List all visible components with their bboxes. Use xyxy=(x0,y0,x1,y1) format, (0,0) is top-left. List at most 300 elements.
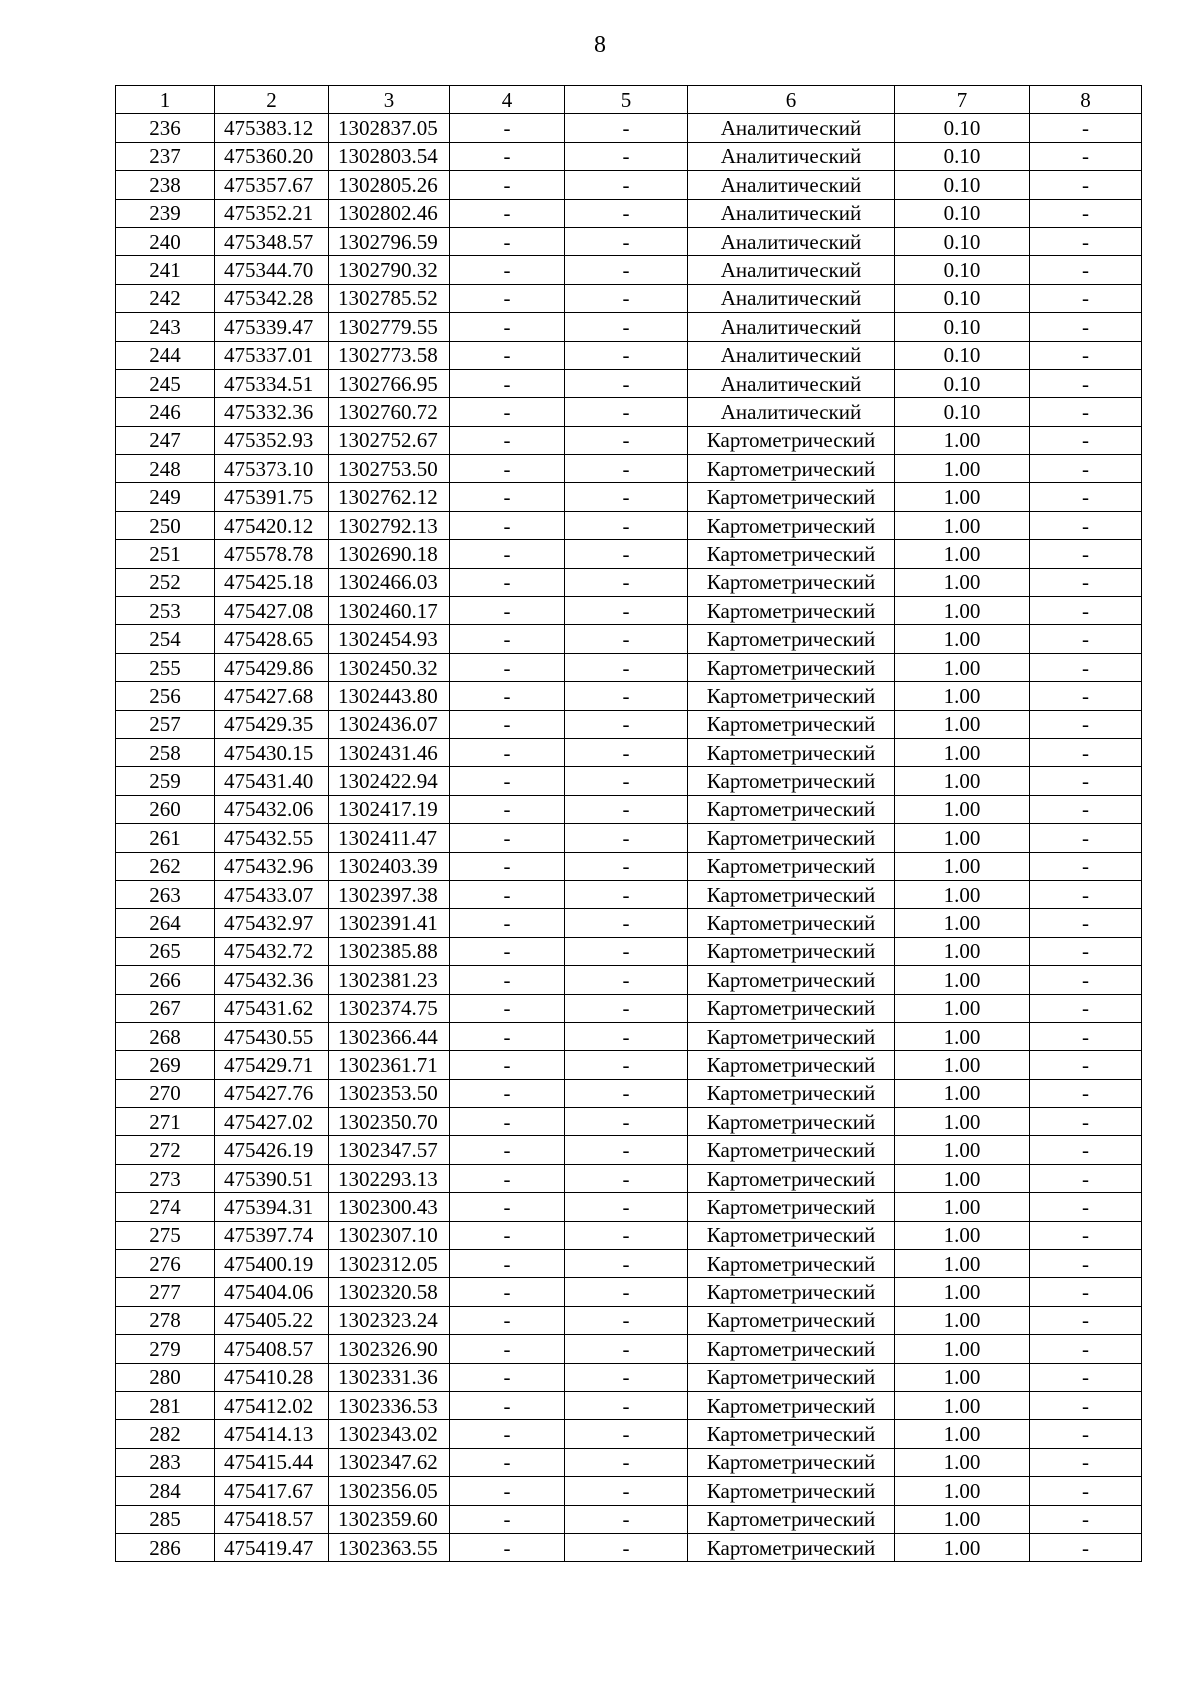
accuracy-cell: 0.10 xyxy=(895,369,1030,397)
point-number-cell: 242 xyxy=(116,284,215,312)
column-header-7: 7 xyxy=(895,86,1030,114)
col5-cell: - xyxy=(565,227,688,255)
point-number-cell: 276 xyxy=(116,1250,215,1278)
col8-cell: - xyxy=(1030,1136,1142,1164)
accuracy-cell: 1.00 xyxy=(895,1278,1030,1306)
x-coordinate-cell: 475432.06 xyxy=(215,795,329,823)
x-coordinate-cell: 475433.07 xyxy=(215,880,329,908)
col4-cell: - xyxy=(450,1022,565,1050)
x-coordinate-cell: 475427.68 xyxy=(215,682,329,710)
y-coordinate-cell: 1302431.46 xyxy=(329,738,450,766)
method-cell: Аналитический xyxy=(688,199,895,227)
x-coordinate-cell: 475430.55 xyxy=(215,1022,329,1050)
col8-cell: - xyxy=(1030,568,1142,596)
col5-cell: - xyxy=(565,511,688,539)
method-cell: Картометрический xyxy=(688,682,895,710)
table-row xyxy=(116,227,1142,255)
table-row xyxy=(116,682,1142,710)
accuracy-cell: 1.00 xyxy=(895,738,1030,766)
col5-cell: - xyxy=(565,1533,688,1561)
method-cell: Картометрический xyxy=(688,1420,895,1448)
y-coordinate-cell: 1302391.41 xyxy=(329,909,450,937)
point-number-cell: 279 xyxy=(116,1335,215,1363)
point-number-cell: 270 xyxy=(116,1079,215,1107)
y-coordinate-cell: 1302460.17 xyxy=(329,597,450,625)
accuracy-cell: 1.00 xyxy=(895,625,1030,653)
accuracy-cell: 1.00 xyxy=(895,483,1030,511)
table-row xyxy=(116,824,1142,852)
table-row xyxy=(116,1108,1142,1136)
col5-cell: - xyxy=(565,1391,688,1419)
x-coordinate-cell: 475578.78 xyxy=(215,540,329,568)
col8-cell: - xyxy=(1030,1108,1142,1136)
y-coordinate-cell: 1302320.58 xyxy=(329,1278,450,1306)
table-row xyxy=(116,966,1142,994)
table-row xyxy=(116,483,1142,511)
col5-cell: - xyxy=(565,1448,688,1476)
table-header-row xyxy=(116,86,1142,114)
y-coordinate-cell: 1302363.55 xyxy=(329,1533,450,1561)
table-row xyxy=(116,313,1142,341)
table-row xyxy=(116,1391,1142,1419)
y-coordinate-cell: 1302450.32 xyxy=(329,653,450,681)
y-coordinate-cell: 1302307.10 xyxy=(329,1221,450,1249)
method-cell: Картометрический xyxy=(688,909,895,937)
col8-cell: - xyxy=(1030,341,1142,369)
point-number-cell: 240 xyxy=(116,227,215,255)
col4-cell: - xyxy=(450,284,565,312)
method-cell: Аналитический xyxy=(688,341,895,369)
col8-cell: - xyxy=(1030,284,1142,312)
col8-cell: - xyxy=(1030,1221,1142,1249)
col4-cell: - xyxy=(450,1164,565,1192)
table-row xyxy=(116,1051,1142,1079)
x-coordinate-cell: 475390.51 xyxy=(215,1164,329,1192)
point-number-cell: 260 xyxy=(116,795,215,823)
y-coordinate-cell: 1302690.18 xyxy=(329,540,450,568)
point-number-cell: 250 xyxy=(116,511,215,539)
col8-cell: - xyxy=(1030,369,1142,397)
table-row xyxy=(116,199,1142,227)
col5-cell: - xyxy=(565,284,688,312)
point-number-cell: 283 xyxy=(116,1448,215,1476)
method-cell: Аналитический xyxy=(688,256,895,284)
col5-cell: - xyxy=(565,199,688,227)
accuracy-cell: 1.00 xyxy=(895,1420,1030,1448)
y-coordinate-cell: 1302331.36 xyxy=(329,1363,450,1391)
col8-cell: - xyxy=(1030,114,1142,142)
col8-cell: - xyxy=(1030,767,1142,795)
col4-cell: - xyxy=(450,398,565,426)
col5-cell: - xyxy=(565,1079,688,1107)
point-number-cell: 259 xyxy=(116,767,215,795)
col5-cell: - xyxy=(565,1505,688,1533)
accuracy-cell: 1.00 xyxy=(895,767,1030,795)
method-cell: Картометрический xyxy=(688,824,895,852)
point-number-cell: 272 xyxy=(116,1136,215,1164)
method-cell: Аналитический xyxy=(688,227,895,255)
point-number-cell: 255 xyxy=(116,653,215,681)
accuracy-cell: 1.00 xyxy=(895,426,1030,454)
y-coordinate-cell: 1302323.24 xyxy=(329,1306,450,1334)
col5-cell: - xyxy=(565,313,688,341)
accuracy-cell: 0.10 xyxy=(895,256,1030,284)
method-cell: Аналитический xyxy=(688,114,895,142)
x-coordinate-cell: 475412.02 xyxy=(215,1391,329,1419)
col5-cell: - xyxy=(565,994,688,1022)
col4-cell: - xyxy=(450,313,565,341)
col5-cell: - xyxy=(565,909,688,937)
col4-cell: - xyxy=(450,1108,565,1136)
col5-cell: - xyxy=(565,1278,688,1306)
method-cell: Картометрический xyxy=(688,483,895,511)
x-coordinate-cell: 475432.55 xyxy=(215,824,329,852)
point-number-cell: 281 xyxy=(116,1391,215,1419)
table-row xyxy=(116,710,1142,738)
col5-cell: - xyxy=(565,852,688,880)
col4-cell: - xyxy=(450,483,565,511)
accuracy-cell: 1.00 xyxy=(895,1335,1030,1363)
method-cell: Картометрический xyxy=(688,738,895,766)
point-number-cell: 258 xyxy=(116,738,215,766)
x-coordinate-cell: 475397.74 xyxy=(215,1221,329,1249)
accuracy-cell: 1.00 xyxy=(895,994,1030,1022)
col5-cell: - xyxy=(565,426,688,454)
accuracy-cell: 1.00 xyxy=(895,966,1030,994)
point-number-cell: 245 xyxy=(116,369,215,397)
table-row xyxy=(116,369,1142,397)
x-coordinate-cell: 475357.67 xyxy=(215,171,329,199)
col8-cell: - xyxy=(1030,199,1142,227)
point-number-cell: 267 xyxy=(116,994,215,1022)
x-coordinate-cell: 475400.19 xyxy=(215,1250,329,1278)
accuracy-cell: 1.00 xyxy=(895,1363,1030,1391)
accuracy-cell: 0.10 xyxy=(895,227,1030,255)
point-number-cell: 280 xyxy=(116,1363,215,1391)
col8-cell: - xyxy=(1030,937,1142,965)
accuracy-cell: 1.00 xyxy=(895,1221,1030,1249)
table-row xyxy=(116,597,1142,625)
col8-cell: - xyxy=(1030,994,1142,1022)
col4-cell: - xyxy=(450,1363,565,1391)
x-coordinate-cell: 475383.12 xyxy=(215,114,329,142)
y-coordinate-cell: 1302773.58 xyxy=(329,341,450,369)
accuracy-cell: 1.00 xyxy=(895,1193,1030,1221)
col5-cell: - xyxy=(565,625,688,653)
method-cell: Картометрический xyxy=(688,880,895,908)
y-coordinate-cell: 1302436.07 xyxy=(329,710,450,738)
table-row xyxy=(116,1477,1142,1505)
col5-cell: - xyxy=(565,1420,688,1448)
accuracy-cell: 0.10 xyxy=(895,171,1030,199)
col8-cell: - xyxy=(1030,313,1142,341)
accuracy-cell: 1.00 xyxy=(895,597,1030,625)
method-cell: Картометрический xyxy=(688,852,895,880)
table-row xyxy=(116,341,1142,369)
col5-cell: - xyxy=(565,682,688,710)
point-number-cell: 282 xyxy=(116,1420,215,1448)
accuracy-cell: 0.10 xyxy=(895,142,1030,170)
point-number-cell: 247 xyxy=(116,426,215,454)
method-cell: Картометрический xyxy=(688,1278,895,1306)
col8-cell: - xyxy=(1030,625,1142,653)
accuracy-cell: 1.00 xyxy=(895,1164,1030,1192)
col8-cell: - xyxy=(1030,1079,1142,1107)
col4-cell: - xyxy=(450,937,565,965)
method-cell: Картометрический xyxy=(688,1250,895,1278)
point-number-cell: 263 xyxy=(116,880,215,908)
y-coordinate-cell: 1302347.57 xyxy=(329,1136,450,1164)
point-number-cell: 237 xyxy=(116,142,215,170)
y-coordinate-cell: 1302312.05 xyxy=(329,1250,450,1278)
col4-cell: - xyxy=(450,1278,565,1306)
x-coordinate-cell: 475342.28 xyxy=(215,284,329,312)
y-coordinate-cell: 1302343.02 xyxy=(329,1420,450,1448)
point-number-cell: 265 xyxy=(116,937,215,965)
x-coordinate-cell: 475432.96 xyxy=(215,852,329,880)
x-coordinate-cell: 475417.67 xyxy=(215,1477,329,1505)
y-coordinate-cell: 1302381.23 xyxy=(329,966,450,994)
table-row xyxy=(116,142,1142,170)
col5-cell: - xyxy=(565,1363,688,1391)
col4-cell: - xyxy=(450,540,565,568)
point-number-cell: 273 xyxy=(116,1164,215,1192)
col4-cell: - xyxy=(450,369,565,397)
point-number-cell: 274 xyxy=(116,1193,215,1221)
method-cell: Картометрический xyxy=(688,795,895,823)
x-coordinate-cell: 475408.57 xyxy=(215,1335,329,1363)
col5-cell: - xyxy=(565,1051,688,1079)
x-coordinate-cell: 475429.71 xyxy=(215,1051,329,1079)
method-cell: Картометрический xyxy=(688,1448,895,1476)
column-header-8: 8 xyxy=(1030,86,1142,114)
point-number-cell: 256 xyxy=(116,682,215,710)
method-cell: Аналитический xyxy=(688,142,895,170)
col8-cell: - xyxy=(1030,511,1142,539)
table-row xyxy=(116,455,1142,483)
point-number-cell: 264 xyxy=(116,909,215,937)
point-number-cell: 271 xyxy=(116,1108,215,1136)
col4-cell: - xyxy=(450,1335,565,1363)
point-number-cell: 257 xyxy=(116,710,215,738)
col5-cell: - xyxy=(565,1136,688,1164)
table-row xyxy=(116,937,1142,965)
point-number-cell: 236 xyxy=(116,114,215,142)
y-coordinate-cell: 1302347.62 xyxy=(329,1448,450,1476)
col4-cell: - xyxy=(450,1391,565,1419)
col8-cell: - xyxy=(1030,171,1142,199)
method-cell: Картометрический xyxy=(688,455,895,483)
table-row xyxy=(116,1306,1142,1334)
col5-cell: - xyxy=(565,1221,688,1249)
col4-cell: - xyxy=(450,710,565,738)
table-row xyxy=(116,1136,1142,1164)
col5-cell: - xyxy=(565,114,688,142)
method-cell: Картометрический xyxy=(688,426,895,454)
x-coordinate-cell: 475429.35 xyxy=(215,710,329,738)
col8-cell: - xyxy=(1030,1335,1142,1363)
method-cell: Картометрический xyxy=(688,1306,895,1334)
method-cell: Картометрический xyxy=(688,1221,895,1249)
col5-cell: - xyxy=(565,767,688,795)
col8-cell: - xyxy=(1030,880,1142,908)
col8-cell: - xyxy=(1030,1477,1142,1505)
col8-cell: - xyxy=(1030,1533,1142,1561)
method-cell: Картометрический xyxy=(688,540,895,568)
accuracy-cell: 1.00 xyxy=(895,1448,1030,1476)
col8-cell: - xyxy=(1030,483,1142,511)
x-coordinate-cell: 475427.76 xyxy=(215,1079,329,1107)
accuracy-cell: 1.00 xyxy=(895,568,1030,596)
coordinates-table xyxy=(115,85,1142,1562)
table-row xyxy=(116,795,1142,823)
x-coordinate-cell: 475334.51 xyxy=(215,369,329,397)
method-cell: Картометрический xyxy=(688,710,895,738)
x-coordinate-cell: 475415.44 xyxy=(215,1448,329,1476)
table-row xyxy=(116,1533,1142,1561)
col8-cell: - xyxy=(1030,142,1142,170)
col8-cell: - xyxy=(1030,1391,1142,1419)
accuracy-cell: 1.00 xyxy=(895,880,1030,908)
table-row xyxy=(116,1420,1142,1448)
point-number-cell: 275 xyxy=(116,1221,215,1249)
accuracy-cell: 0.10 xyxy=(895,199,1030,227)
accuracy-cell: 0.10 xyxy=(895,313,1030,341)
method-cell: Картометрический xyxy=(688,994,895,1022)
col5-cell: - xyxy=(565,568,688,596)
point-number-cell: 238 xyxy=(116,171,215,199)
accuracy-cell: 0.10 xyxy=(895,398,1030,426)
x-coordinate-cell: 475419.47 xyxy=(215,1533,329,1561)
accuracy-cell: 1.00 xyxy=(895,1022,1030,1050)
method-cell: Картометрический xyxy=(688,511,895,539)
x-coordinate-cell: 475427.08 xyxy=(215,597,329,625)
y-coordinate-cell: 1302417.19 xyxy=(329,795,450,823)
accuracy-cell: 1.00 xyxy=(895,540,1030,568)
accuracy-cell: 1.00 xyxy=(895,511,1030,539)
x-coordinate-cell: 475404.06 xyxy=(215,1278,329,1306)
col4-cell: - xyxy=(450,227,565,255)
accuracy-cell: 1.00 xyxy=(895,1391,1030,1419)
accuracy-cell: 0.10 xyxy=(895,114,1030,142)
col5-cell: - xyxy=(565,1108,688,1136)
y-coordinate-cell: 1302802.46 xyxy=(329,199,450,227)
table-row xyxy=(116,1278,1142,1306)
accuracy-cell: 1.00 xyxy=(895,1108,1030,1136)
table-row xyxy=(116,1221,1142,1249)
method-cell: Картометрический xyxy=(688,1051,895,1079)
col8-cell: - xyxy=(1030,1448,1142,1476)
x-coordinate-cell: 475344.70 xyxy=(215,256,329,284)
method-cell: Картометрический xyxy=(688,1477,895,1505)
table-body xyxy=(116,114,1142,1562)
point-number-cell: 248 xyxy=(116,455,215,483)
x-coordinate-cell: 475332.36 xyxy=(215,398,329,426)
col8-cell: - xyxy=(1030,682,1142,710)
method-cell: Картометрический xyxy=(688,1079,895,1107)
point-number-cell: 285 xyxy=(116,1505,215,1533)
table-row xyxy=(116,767,1142,795)
y-coordinate-cell: 1302752.67 xyxy=(329,426,450,454)
accuracy-cell: 1.00 xyxy=(895,1477,1030,1505)
y-coordinate-cell: 1302350.70 xyxy=(329,1108,450,1136)
accuracy-cell: 1.00 xyxy=(895,682,1030,710)
table-row xyxy=(116,1022,1142,1050)
x-coordinate-cell: 475418.57 xyxy=(215,1505,329,1533)
point-number-cell: 241 xyxy=(116,256,215,284)
y-coordinate-cell: 1302422.94 xyxy=(329,767,450,795)
table-row xyxy=(116,1193,1142,1221)
col5-cell: - xyxy=(565,1022,688,1050)
table-row xyxy=(116,256,1142,284)
table-row xyxy=(116,398,1142,426)
column-header-4: 4 xyxy=(450,86,565,114)
col8-cell: - xyxy=(1030,256,1142,284)
col4-cell: - xyxy=(450,738,565,766)
col4-cell: - xyxy=(450,1136,565,1164)
x-coordinate-cell: 475373.10 xyxy=(215,455,329,483)
accuracy-cell: 1.00 xyxy=(895,1136,1030,1164)
x-coordinate-cell: 475425.18 xyxy=(215,568,329,596)
col8-cell: - xyxy=(1030,1193,1142,1221)
y-coordinate-cell: 1302790.32 xyxy=(329,256,450,284)
point-number-cell: 239 xyxy=(116,199,215,227)
point-number-cell: 253 xyxy=(116,597,215,625)
x-coordinate-cell: 475394.31 xyxy=(215,1193,329,1221)
x-coordinate-cell: 475410.28 xyxy=(215,1363,329,1391)
col8-cell: - xyxy=(1030,909,1142,937)
y-coordinate-cell: 1302466.03 xyxy=(329,568,450,596)
col4-cell: - xyxy=(450,909,565,937)
x-coordinate-cell: 475420.12 xyxy=(215,511,329,539)
col5-cell: - xyxy=(565,597,688,625)
method-cell: Картометрический xyxy=(688,568,895,596)
table-row xyxy=(116,511,1142,539)
table-row xyxy=(116,994,1142,1022)
x-coordinate-cell: 475352.21 xyxy=(215,199,329,227)
table-row xyxy=(116,738,1142,766)
col8-cell: - xyxy=(1030,426,1142,454)
col8-cell: - xyxy=(1030,1306,1142,1334)
method-cell: Картометрический xyxy=(688,767,895,795)
col4-cell: - xyxy=(450,767,565,795)
accuracy-cell: 1.00 xyxy=(895,710,1030,738)
point-number-cell: 261 xyxy=(116,824,215,852)
x-coordinate-cell: 475428.65 xyxy=(215,625,329,653)
x-coordinate-cell: 475432.97 xyxy=(215,909,329,937)
method-cell: Картометрический xyxy=(688,1022,895,1050)
col4-cell: - xyxy=(450,455,565,483)
col8-cell: - xyxy=(1030,398,1142,426)
col4-cell: - xyxy=(450,199,565,227)
point-number-cell: 243 xyxy=(116,313,215,341)
x-coordinate-cell: 475432.72 xyxy=(215,937,329,965)
x-coordinate-cell: 475348.57 xyxy=(215,227,329,255)
y-coordinate-cell: 1302356.05 xyxy=(329,1477,450,1505)
method-cell: Картометрический xyxy=(688,625,895,653)
col5-cell: - xyxy=(565,369,688,397)
x-coordinate-cell: 475339.47 xyxy=(215,313,329,341)
col5-cell: - xyxy=(565,540,688,568)
y-coordinate-cell: 1302779.55 xyxy=(329,313,450,341)
method-cell: Картометрический xyxy=(688,937,895,965)
x-coordinate-cell: 475431.40 xyxy=(215,767,329,795)
col4-cell: - xyxy=(450,1193,565,1221)
accuracy-cell: 1.00 xyxy=(895,1505,1030,1533)
col8-cell: - xyxy=(1030,824,1142,852)
table-row xyxy=(116,171,1142,199)
col5-cell: - xyxy=(565,256,688,284)
